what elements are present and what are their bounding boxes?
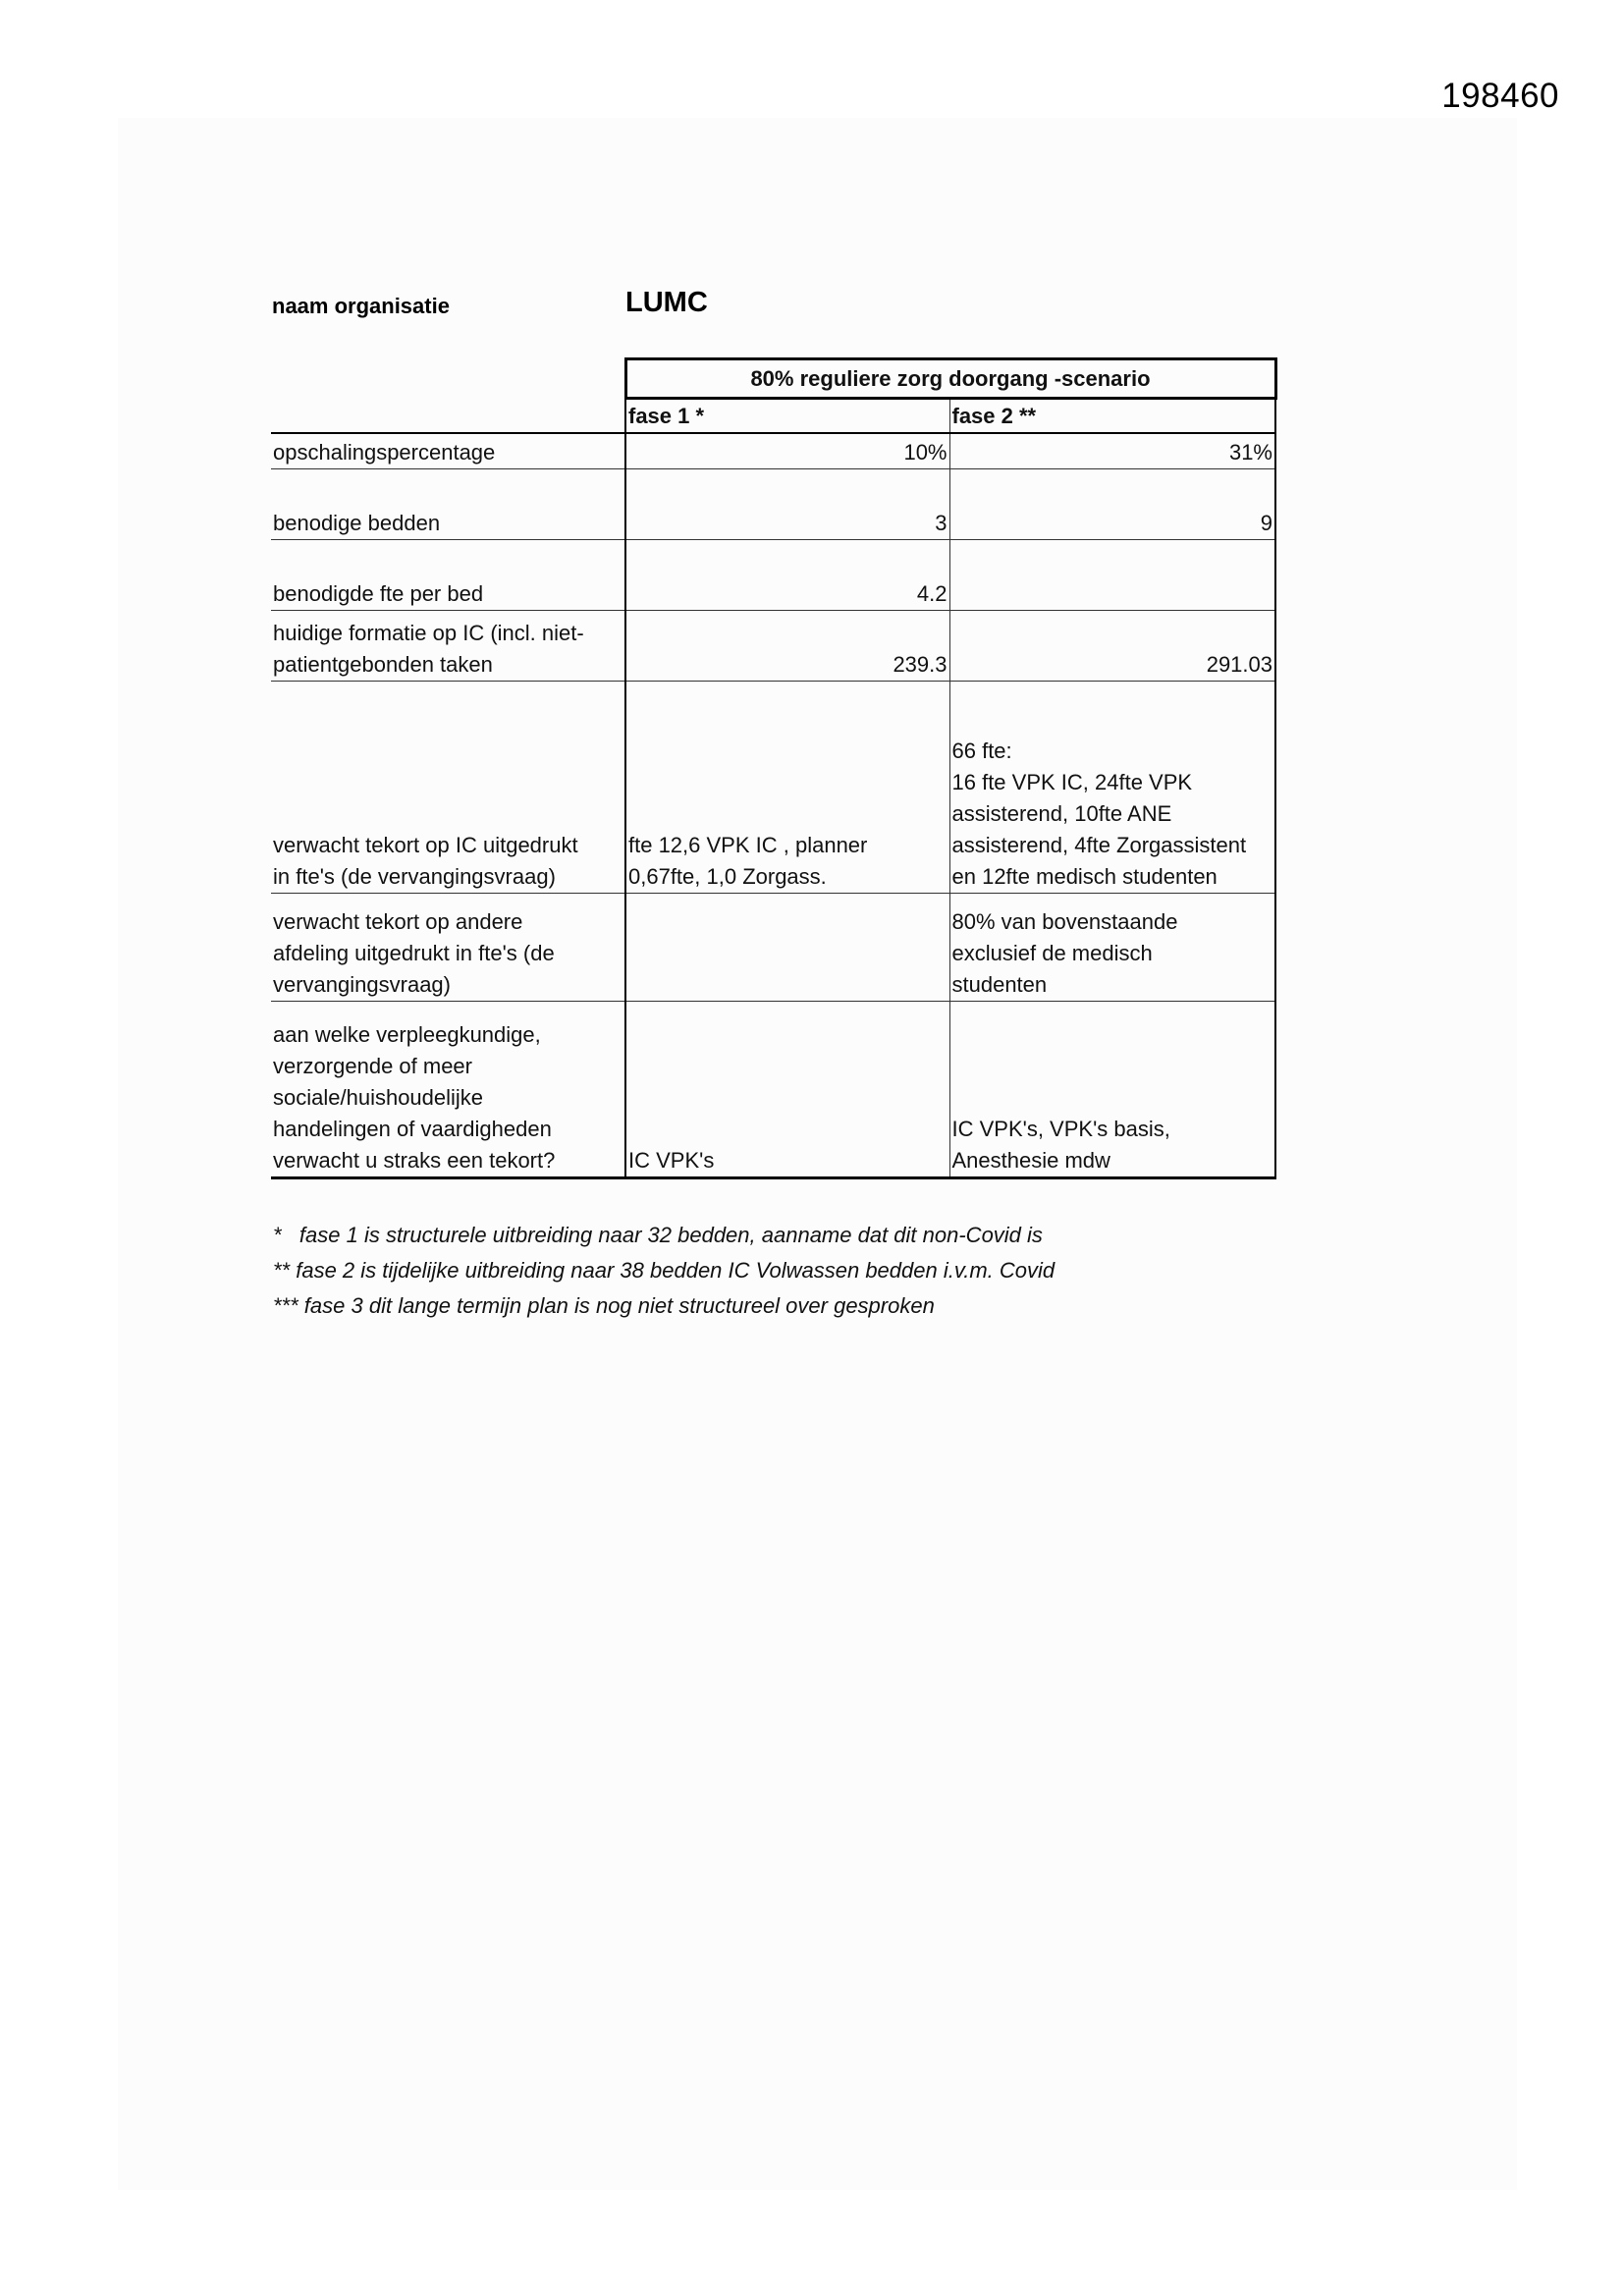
footnotes — [273, 1218, 1055, 1324]
table-row — [271, 611, 1275, 682]
fase-2-value — [949, 540, 1275, 611]
row-label: benodigde fte per bed — [271, 540, 625, 611]
phase-header-row — [271, 399, 1275, 433]
fase-1-value — [625, 894, 949, 1002]
organisation-label: naam organisatie — [272, 294, 450, 318]
row-label: aan welke verpleegkundige, verzorgende of meer sociale/huishoudelijke handelingen of vaardigheden verwacht u straks een tekort? — [271, 1002, 625, 1178]
row-label: huidige formatie op IC (incl. niet- patientgebonden taken — [271, 611, 625, 682]
footnote: *** fase 3 dit lange termijn plan is nog niet structureel over gesproken — [273, 1293, 935, 1318]
table-row — [271, 894, 1275, 1002]
row-label: verwacht tekort op IC uitgedrukt in fte's (de vervangingsvraag) — [271, 682, 625, 894]
fase-2-value: 291.03 — [949, 611, 1275, 682]
fase-2-value: IC VPK's, VPK's basis, Anesthesie mdw — [949, 1002, 1275, 1178]
fase-1-value: 4.2 — [625, 540, 949, 611]
table-row — [271, 433, 1275, 469]
scenario-header: 80% reguliere zorg doorgang -scenario — [625, 359, 1275, 399]
row-label: verwacht tekort op andere afdeling uitgedrukt in fte's (de vervangingsvraag) — [271, 894, 625, 1002]
row-label: opschalingspercentage — [271, 433, 625, 469]
fase-1-value: 3 — [625, 469, 949, 540]
table-row — [271, 469, 1275, 540]
table-corner — [271, 359, 625, 399]
fase-2-value: 80% van bovenstaande exclusief de medisch studenten — [949, 894, 1275, 1002]
scenario-header-row — [271, 359, 1275, 399]
fase-2-value: 9 — [949, 469, 1275, 540]
staffing-table — [271, 357, 1277, 1179]
footnote: * fase 1 is structurele uitbreiding naar 32 bedden, aanname dat dit non-Covid is — [273, 1223, 1043, 1247]
fase-1-value: 10% — [625, 433, 949, 469]
footnote: ** fase 2 is tijdelijke uitbreiding naar 38 bedden IC Volwassen bedden i.v.m. Covid — [273, 1258, 1056, 1283]
fase-1-value: IC VPK's — [625, 1002, 949, 1178]
organisation-name: LUMC — [625, 287, 708, 318]
table-row — [271, 1002, 1275, 1178]
fase-2-value: 31% — [949, 433, 1275, 469]
fase-1-value: fte 12,6 VPK IC , planner 0,67fte, 1,0 Zorgass. — [625, 682, 949, 894]
table-row — [271, 540, 1275, 611]
document-number: 198460 — [1441, 77, 1559, 115]
table-corner-lower — [271, 399, 625, 433]
fase-2-value: 66 fte: 16 fte VPK IC, 24fte VPK assisterend, 10fte ANE assisterend, 4fte Zorgassistent en 12fte medisch studenten — [949, 682, 1275, 894]
phase-1-header: fase 1 * — [625, 399, 949, 433]
table-row — [271, 682, 1275, 894]
fase-1-value: 239.3 — [625, 611, 949, 682]
phase-2-header: fase 2 ** — [949, 399, 1275, 433]
row-label: benodige bedden — [271, 469, 625, 540]
